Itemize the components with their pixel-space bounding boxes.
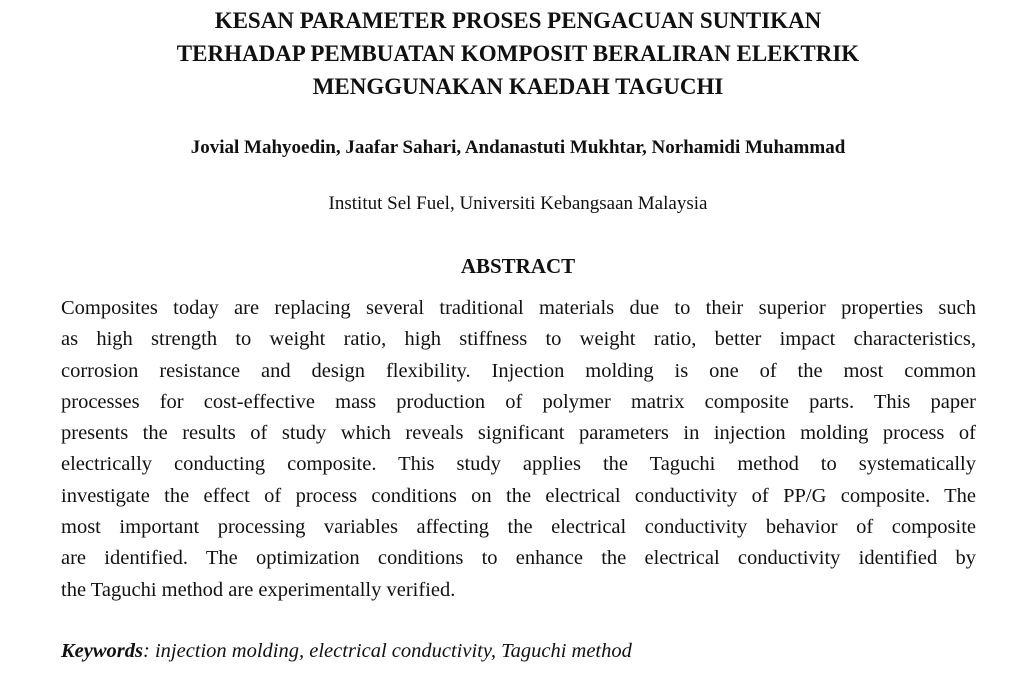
abstract-text	[61, 293, 976, 606]
abstract-line: electrically conducting composite. This study applies the Taguchi method to systematically	[61, 453, 976, 476]
affiliation: Institut Sel Fuel, Universiti Kebangsaan Malaysia	[328, 193, 708, 214]
keywords	[61, 636, 976, 666]
abstract-line: most important processing variables affecting the electrical conductivity behavior of composite	[61, 516, 976, 539]
paper-title	[40, 4, 996, 103]
abstract-line: Composites today are replacing several traditional materials due to their superior properties such	[61, 297, 976, 319]
keywords-separator: :	[143, 640, 155, 662]
abstract-line: the Taguchi method are experimentally verified.	[61, 578, 456, 601]
keywords-list: injection molding, electrical conductivity, Taguchi method	[154, 640, 632, 662]
abstract-heading: ABSTRACT	[460, 254, 576, 278]
abstract-line: investigate the effect of process conditions on the electrical conductivity of PP/G composite. The	[61, 484, 976, 507]
abstract-line: corrosion resistance and design flexibility. Injection molding is one of the most common	[61, 359, 976, 382]
abstract-line: as high strength to weight ratio, high stiffness to weight ratio, better impact characteristics,	[61, 328, 976, 351]
title-line: KESAN PARAMETER PROSES PENGACUAN SUNTIKAN	[214, 8, 822, 33]
title-line: MENGGUNAKAN KAEDAH TAGUCHI	[312, 74, 724, 99]
author-list: Jovial Mahyoedin, Jaafar Sahari, Andanastuti Mukhtar, Norhamidi Muhammad	[190, 137, 846, 158]
abstract-line: are identified. The optimization conditions to enhance the electrical conductivity identified by	[61, 547, 976, 570]
keywords-label: Keywords	[61, 640, 143, 662]
abstract-line: presents the results of study which reveals significant parameters in injection molding process of	[61, 422, 976, 445]
title-line: TERHADAP PEMBUATAN KOMPOSIT BERALIRAN ELEKTRIK	[176, 41, 860, 66]
abstract-line: processes for cost-effective mass production of polymer matrix composite parts. This paper	[61, 390, 976, 413]
